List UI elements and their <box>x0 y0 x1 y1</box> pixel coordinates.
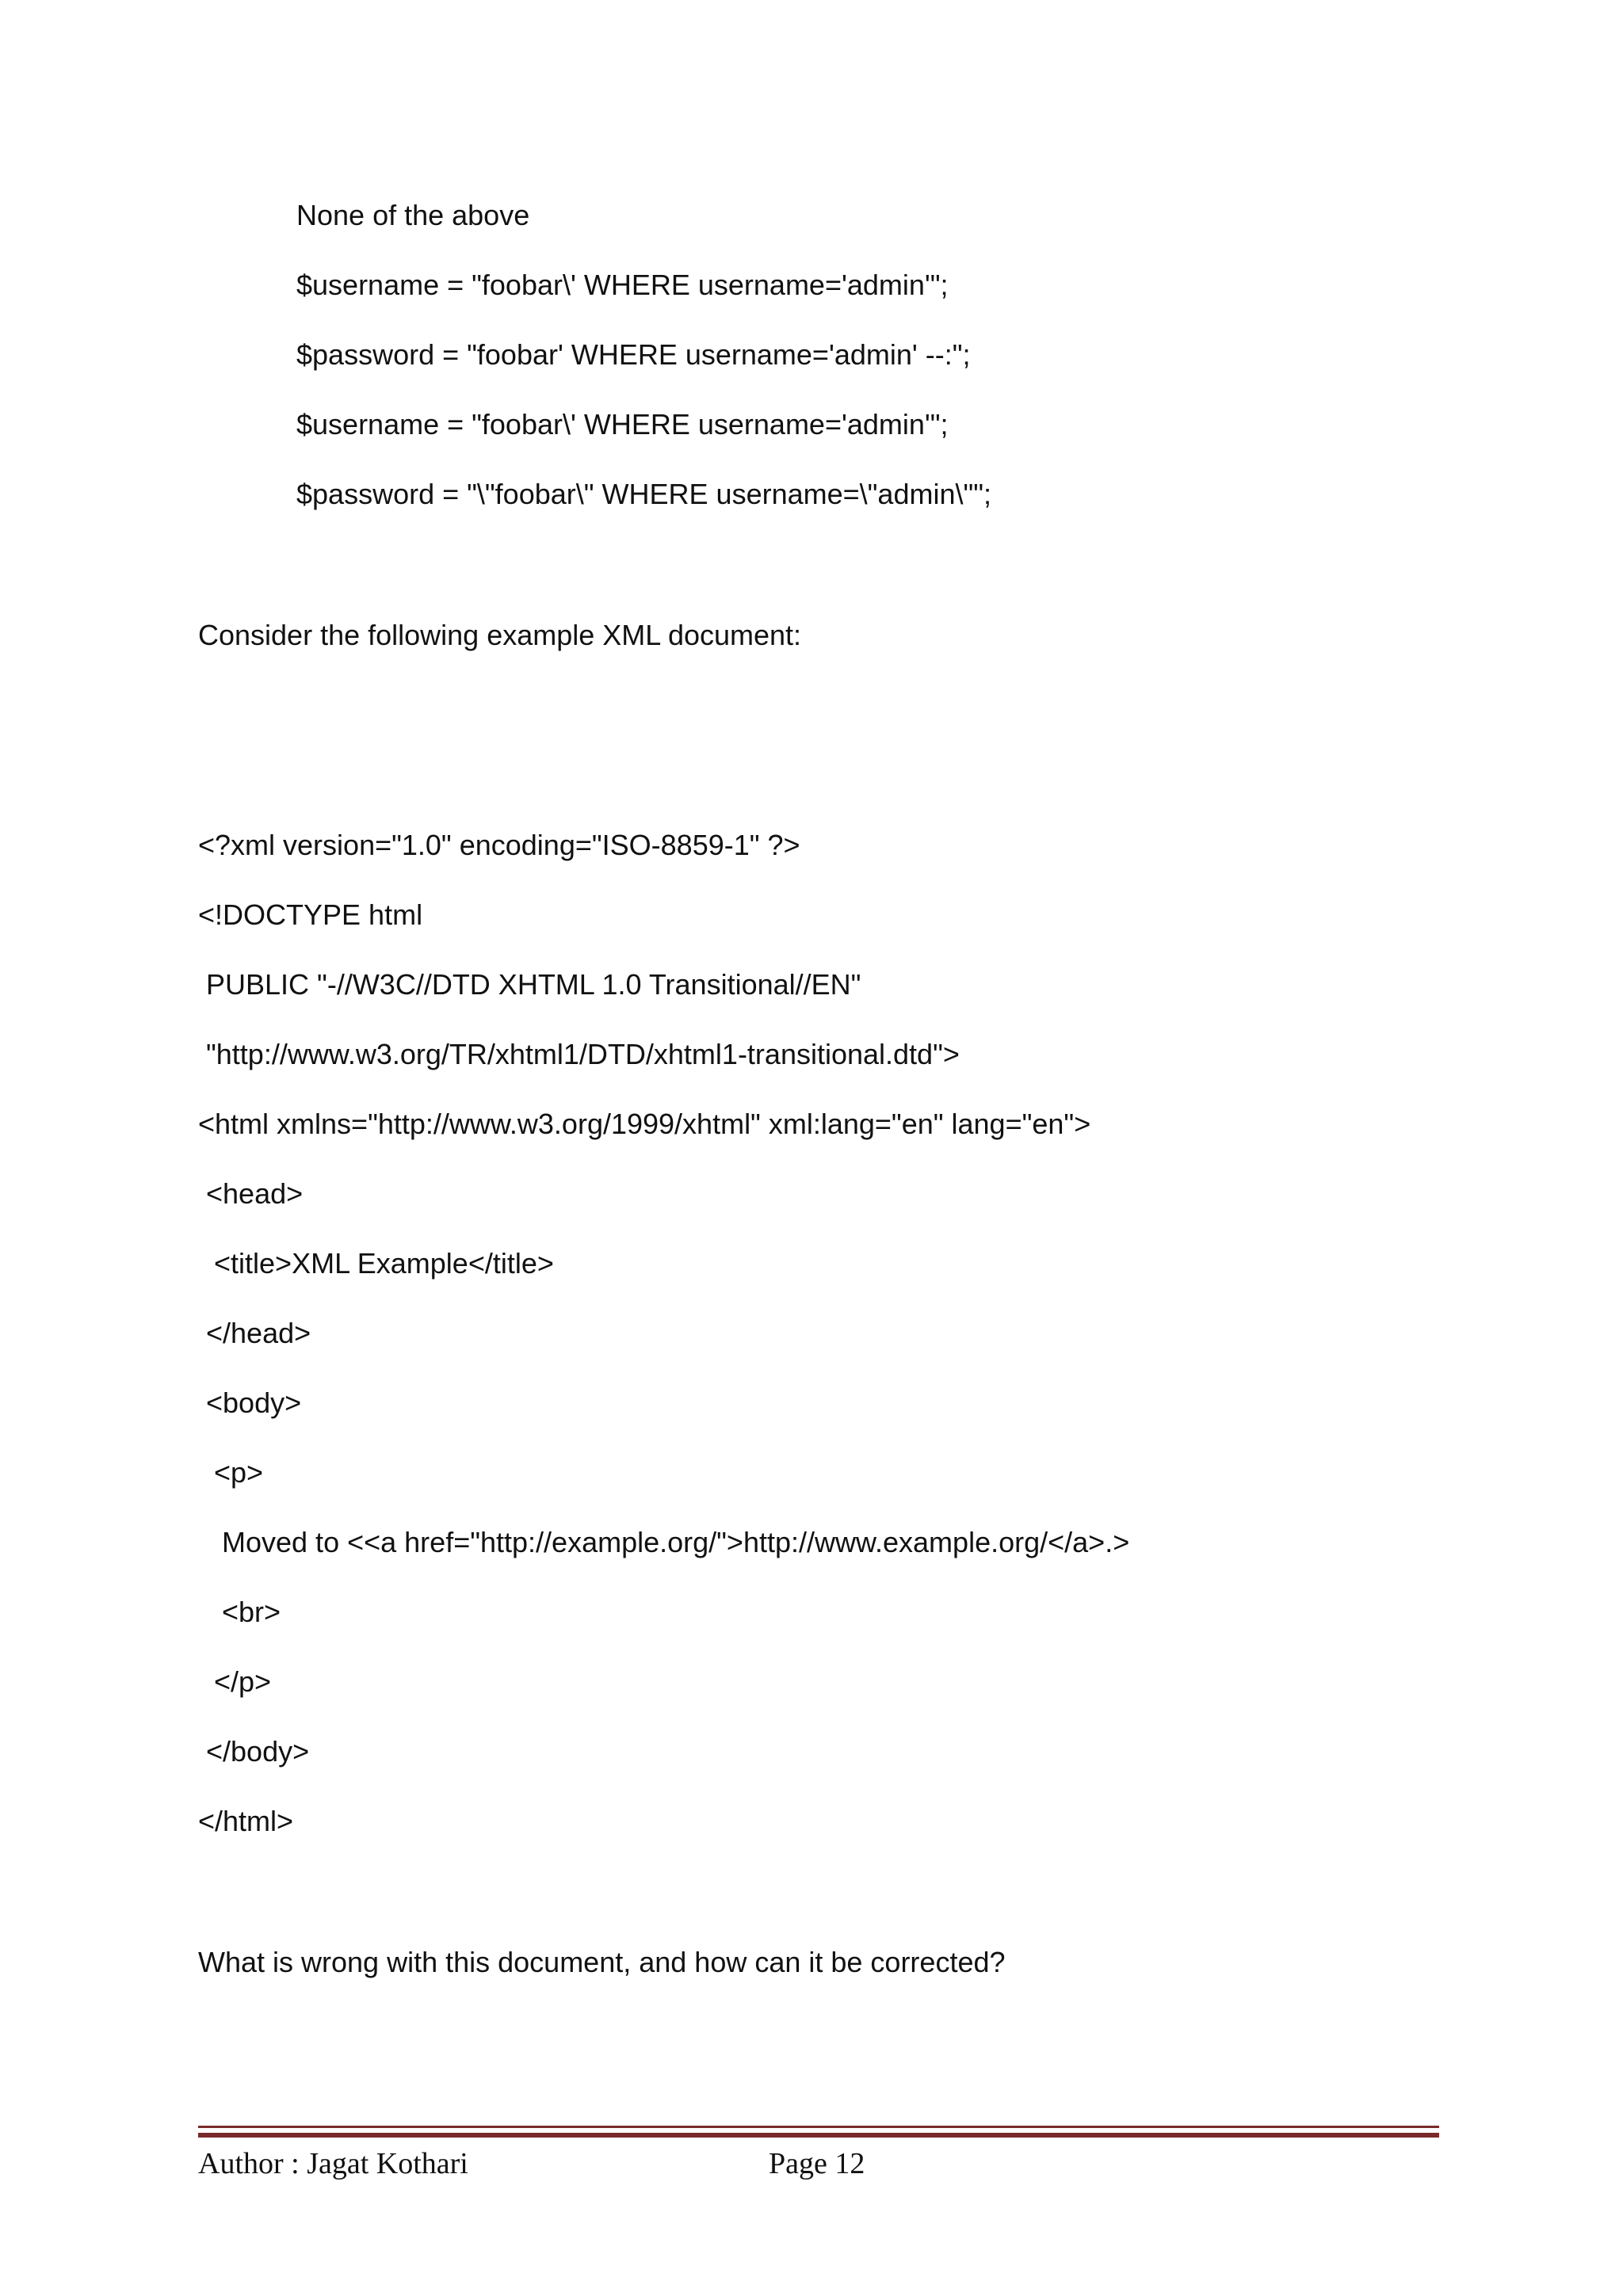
xml-line: <p> <box>198 1456 264 1489</box>
xml-line: <html xmlns="http://www.w3.org/1999/xhtml" xml:lang="en" lang="en"> <box>198 1108 1091 1140</box>
xml-line: <!DOCTYPE html <box>198 898 423 931</box>
option-username-2: $username = "foobar\' WHERE username='admin'"; <box>296 408 949 441</box>
xml-line: PUBLIC "-//W3C//DTD XHTML 1.0 Transitional//EN" <box>198 968 861 1001</box>
xml-line: <head> <box>198 1177 304 1210</box>
xml-line: <body> <box>198 1386 302 1419</box>
footer-rule-thick <box>198 2133 1439 2138</box>
footer-rule-thin <box>198 2126 1439 2128</box>
footer-author: Author : Jagat Kothari <box>198 2147 468 2180</box>
xml-line: <title>XML Example</title> <box>198 1247 554 1280</box>
option-password-1: $password = "foobar' WHERE username='admin' --:"; <box>296 338 971 371</box>
question-intro: Consider the following example XML document: <box>198 619 802 651</box>
xml-line: <?xml version="1.0" encoding="ISO-8859-1" ?> <box>198 829 800 861</box>
footer-page-number: Page 12 <box>769 2147 865 2180</box>
xml-line: <br> <box>198 1596 281 1628</box>
xml-line: Moved to <<a href="http://example.org/">http://www.example.org/</a>.> <box>198 1526 1130 1558</box>
option-none: None of the above <box>296 199 530 231</box>
xml-line: </body> <box>198 1735 310 1768</box>
xml-line: </p> <box>198 1665 272 1698</box>
option-username-1: $username = "foobar\' WHERE username='admin'"; <box>296 269 949 301</box>
xml-line: </html> <box>198 1805 294 1837</box>
question-text: What is wrong with this document, and how can it be corrected? <box>198 1946 1006 1978</box>
xml-line: </head> <box>198 1317 311 1349</box>
xml-line: "http://www.w3.org/TR/xhtml1/DTD/xhtml1-transitional.dtd"> <box>198 1038 960 1070</box>
option-password-2: $password = "\"foobar\" WHERE username=\"admin\""; <box>296 478 992 510</box>
